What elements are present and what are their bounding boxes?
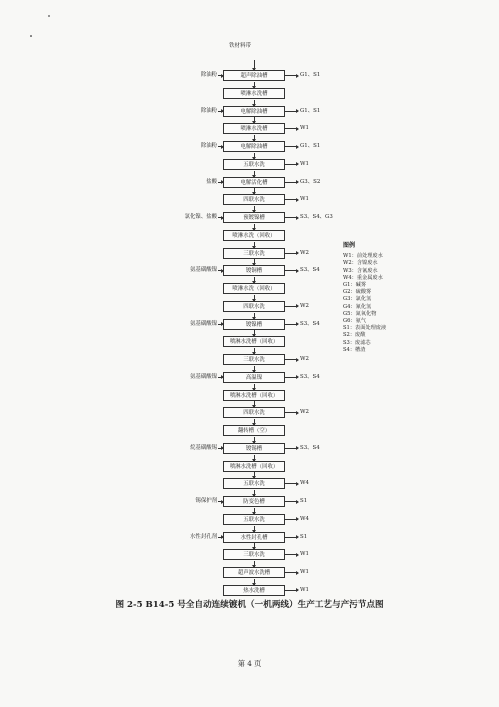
pollutant-output: W1 [300, 160, 309, 167]
input-arrow [218, 501, 223, 502]
process-step [0, 159, 499, 176]
output-arrow [285, 590, 298, 591]
pollutant-output: W1 [300, 551, 309, 558]
process-step [0, 425, 499, 442]
process-box: 镀铜槽 [223, 265, 285, 276]
flow-arrow [254, 60, 255, 70]
pollutant-output: W2 [300, 409, 309, 416]
process-box: 喷淋水洗槽（回收） [223, 390, 285, 401]
legend-item: W4：重金属废水 [343, 274, 383, 281]
legend-item: G6：氨气 [343, 318, 367, 325]
process-step [0, 106, 499, 123]
output-arrow [285, 324, 298, 325]
input-material: 盐酸 [206, 178, 217, 185]
input-arrow [218, 217, 223, 218]
process-box: 预镀镍槽 [223, 212, 285, 223]
pollutant-output: G3、S2 [300, 178, 321, 185]
legend-item: G4：氰化氢 [343, 303, 372, 310]
legend-item: S4：槽渣 [343, 346, 366, 353]
pollutant-output: W2 [300, 356, 309, 362]
input-material: 氨基磺酸镍 [190, 373, 217, 380]
pollutant-output: S1 [300, 498, 308, 504]
legend-item: G1：碱雾 [343, 282, 367, 289]
process-step [0, 301, 499, 318]
output-arrow [285, 359, 298, 360]
process-box: 电解除油槽 [223, 141, 285, 152]
output-arrow [285, 572, 298, 573]
process-step [0, 194, 499, 211]
legend-title: 图例 [343, 242, 356, 249]
process-step [0, 354, 499, 371]
legend-item: S1：表面处理废液 [343, 325, 387, 332]
input-material: 水性封孔剂 [190, 533, 217, 540]
process-box: 三联水洗 [223, 354, 285, 365]
pollutant-output: S1 [300, 533, 308, 540]
process-box: 三联水洗 [223, 549, 285, 560]
flow-start-label: 铁材料带 [228, 43, 251, 49]
output-arrow [285, 483, 298, 484]
input-material: 氨基磺酸镍 [190, 320, 217, 327]
output-arrow [285, 519, 298, 520]
process-box: 喷淋水洗（回收） [223, 283, 285, 294]
legend-item: S2：废酸 [343, 332, 366, 339]
pollutant-output: S3、S4、G3 [300, 214, 333, 220]
output-arrow [285, 448, 298, 449]
input-arrow [218, 146, 223, 147]
input-material: 氯化镍、盐酸 [184, 214, 217, 220]
process-box: 热水洗槽 [223, 585, 285, 596]
process-box: 超声波水洗槽 [223, 567, 285, 578]
pollutant-output: W2 [300, 302, 309, 309]
figure-caption: 图 2-5 B14-5 号全自动连续镀机（一机两线）生产工艺与产污节点图 [115, 600, 384, 610]
process-step [0, 443, 499, 460]
pollutant-output: G1、S1 [300, 143, 321, 149]
process-box: 五联水洗 [223, 159, 285, 170]
output-arrow [285, 146, 298, 147]
process-step [0, 549, 499, 566]
output-arrow [285, 199, 298, 200]
process-box: 五联水洗 [223, 514, 285, 525]
pollutant-output: W1 [300, 586, 309, 593]
input-arrow [218, 377, 223, 378]
output-arrow [285, 111, 298, 112]
input-arrow [218, 270, 223, 271]
process-step [0, 123, 499, 140]
process-box: 四联水洗 [223, 407, 285, 418]
output-arrow [285, 128, 298, 129]
process-box: 高温镍 [223, 372, 285, 383]
process-box: 水性封孔槽 [223, 532, 285, 543]
pollutant-output: S3、S4 [300, 444, 320, 451]
output-arrow [285, 217, 298, 218]
process-box: 镀镍槽 [223, 319, 285, 330]
legend-item: G5：氮氧化物 [343, 310, 377, 317]
process-step [0, 70, 499, 87]
process-step [0, 567, 499, 584]
legend-item: G3：氯化氢 [343, 296, 372, 303]
output-arrow [285, 253, 298, 254]
process-step [0, 336, 499, 353]
process-box: 翻转槽（空） [223, 425, 285, 436]
legend-item: W2：含镍废水 [343, 260, 378, 267]
pollutant-output: W2 [300, 249, 309, 256]
process-box: 五联水洗 [223, 478, 285, 489]
process-box: 四联水洗 [223, 301, 285, 312]
process-box: 超声除油槽 [223, 70, 285, 81]
output-arrow [285, 501, 298, 502]
page-number: 第 4 页 [237, 659, 262, 668]
pollutant-output: S3、S4 [300, 373, 320, 380]
process-step [0, 212, 499, 229]
input-material: 氨基磺酸镍 [190, 267, 217, 274]
process-step [0, 514, 499, 531]
input-material: 锡保护剂 [195, 498, 217, 504]
legend-item: G2：硫酸雾 [343, 289, 372, 296]
process-step [0, 141, 499, 158]
pollutant-output: W1 [300, 125, 309, 132]
output-arrow [285, 270, 298, 271]
legend [343, 242, 423, 354]
output-arrow [285, 164, 298, 165]
input-material: 烷基磺酸锡 [190, 444, 217, 451]
process-step [0, 177, 499, 194]
legend-item: S3：废滤芯 [343, 339, 371, 346]
pollutant-output: S3、S4 [300, 320, 320, 327]
process-box: 喷淋水洗槽（回收） [223, 336, 285, 347]
input-arrow [218, 111, 223, 112]
process-box: 四联水洗 [223, 194, 285, 205]
pollutant-output: W1 [300, 569, 309, 575]
process-step [0, 407, 499, 424]
output-arrow [285, 554, 298, 555]
process-box: 镀锡槽 [223, 443, 285, 454]
process-step [0, 265, 499, 282]
process-step [0, 319, 499, 336]
input-material: 除油粉 [200, 143, 217, 149]
input-arrow [218, 448, 223, 449]
process-box: 喷淋水洗槽 [223, 88, 285, 99]
pollutant-output: G1、S1 [300, 72, 321, 78]
output-arrow [285, 537, 298, 538]
input-arrow [218, 324, 223, 325]
input-arrow [218, 75, 223, 76]
input-arrow [218, 537, 223, 538]
legend-item: W1：前处理废水 [343, 253, 383, 260]
process-box: 电解活化槽 [223, 177, 285, 188]
process-step [0, 230, 499, 247]
pollutant-output: W4 [300, 515, 309, 522]
process-step [0, 283, 499, 300]
process-step [0, 390, 499, 407]
output-arrow [285, 306, 298, 307]
process-box: 喷淋水洗槽 [223, 123, 285, 134]
process-box: 喷淋水洗槽（回收） [223, 461, 285, 472]
process-step [0, 532, 499, 549]
pollutant-output: S3、S4 [300, 267, 320, 274]
process-step [0, 372, 499, 389]
input-material: 除油粉 [200, 72, 217, 78]
process-step [0, 461, 499, 478]
process-box: 电解除油槽 [223, 106, 285, 117]
pollutant-output: W4 [300, 480, 309, 487]
process-step [0, 248, 499, 265]
output-arrow [285, 412, 298, 413]
input-arrow [218, 182, 223, 183]
process-box: 三联水洗 [223, 248, 285, 259]
output-arrow [285, 377, 298, 378]
process-step [0, 88, 499, 105]
output-arrow [285, 182, 298, 183]
pollutant-output: W1 [300, 196, 309, 203]
output-arrow [285, 75, 298, 76]
input-material: 除油粉 [200, 107, 217, 114]
process-box: 喷淋水洗（回收） [223, 230, 285, 241]
pollutant-output: G1、S1 [300, 107, 321, 114]
process-box: 防变色槽 [223, 496, 285, 507]
legend-items [343, 253, 423, 354]
process-step [0, 496, 499, 513]
process-step [0, 478, 499, 495]
legend-item: W3：含氰废水 [343, 267, 378, 274]
